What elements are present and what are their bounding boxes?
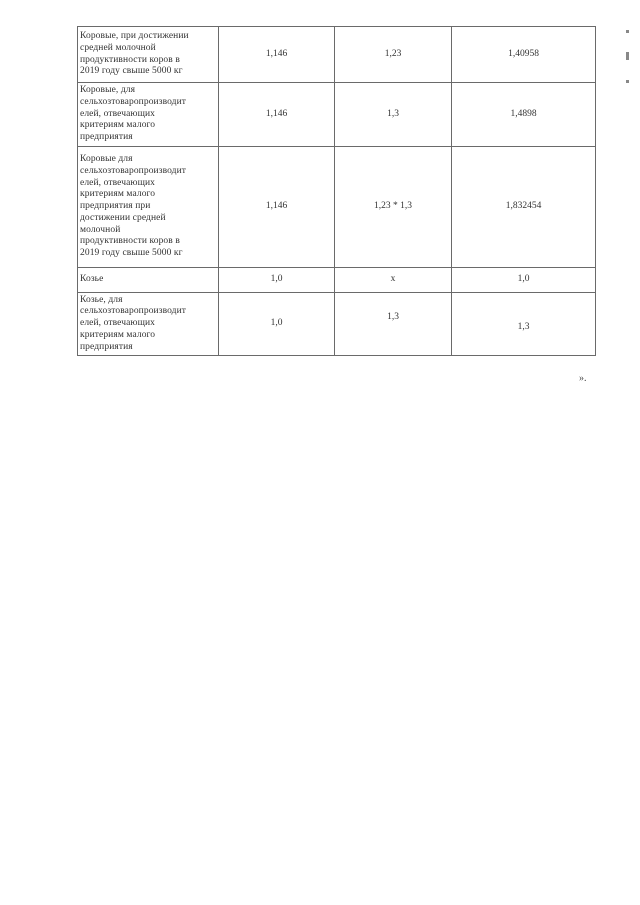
coefficient-cell [219,293,335,356]
scan-artifact [626,80,629,83]
result-value: 1,0 [517,274,530,285]
result-value: 1,3 [517,322,530,333]
result-value: 1,40958 [508,48,539,59]
coefficient-cell [335,27,452,83]
result-cell [452,83,596,147]
scan-artifact [626,52,629,60]
table-row [78,27,596,83]
coefficient-cell [219,268,335,293]
coefficient-value: 1,146 [265,48,288,59]
product-name-cell: Козье [78,268,219,293]
result-value: 1,832454 [505,201,542,212]
coefficient-cell [335,268,452,293]
coefficient-value: 1,146 [265,108,288,119]
coefficient-value: 1,23 * 1,3 [374,201,412,212]
coefficient-value: 1,0 [270,318,283,329]
table-row [78,83,596,147]
coefficient-value: 1,3 [387,108,399,119]
coefficient-value: 1,23 [384,48,402,59]
scan-artifact [626,30,629,33]
result-cell [452,27,596,83]
product-name-cell: Коровые, для сельхозтоваропроизводит елей, отвечающих критериям малого предприятия [78,83,219,147]
coefficient-value: x [390,274,396,285]
result-cell [452,147,596,268]
closing-quote-mark: ». [579,373,587,384]
coefficient-cell [219,83,335,147]
result-value: 1,4898 [510,108,537,119]
table-row [78,268,596,293]
table-row [78,147,596,268]
coefficient-cell [219,27,335,83]
coefficient-value: 1,0 [270,274,283,285]
product-name-cell: Козье, для сельхозтоваропроизводит елей, отвечающих критериям малого предприятия [78,293,219,356]
table-row [78,293,596,356]
coefficient-cell [335,293,452,356]
coefficients-table [77,26,596,356]
coefficient-cell [335,147,452,268]
coefficient-value: 1,146 [265,201,288,212]
coefficient-cell [335,83,452,147]
coefficient-cell [219,147,335,268]
product-name-cell: Коровые для сельхозтоваропроизводит елей, отвечающих критериям малого предприятия при достижении средней молочной продуктивности коров в 2019 году свыше 5000 кг [78,147,219,268]
coefficient-value: 1,3 [387,312,399,323]
result-cell [452,293,596,356]
result-cell [452,268,596,293]
product-name-cell: Коровые, при достижении средней молочной продуктивности коров в 2019 году свыше 5000 кг [78,27,219,83]
